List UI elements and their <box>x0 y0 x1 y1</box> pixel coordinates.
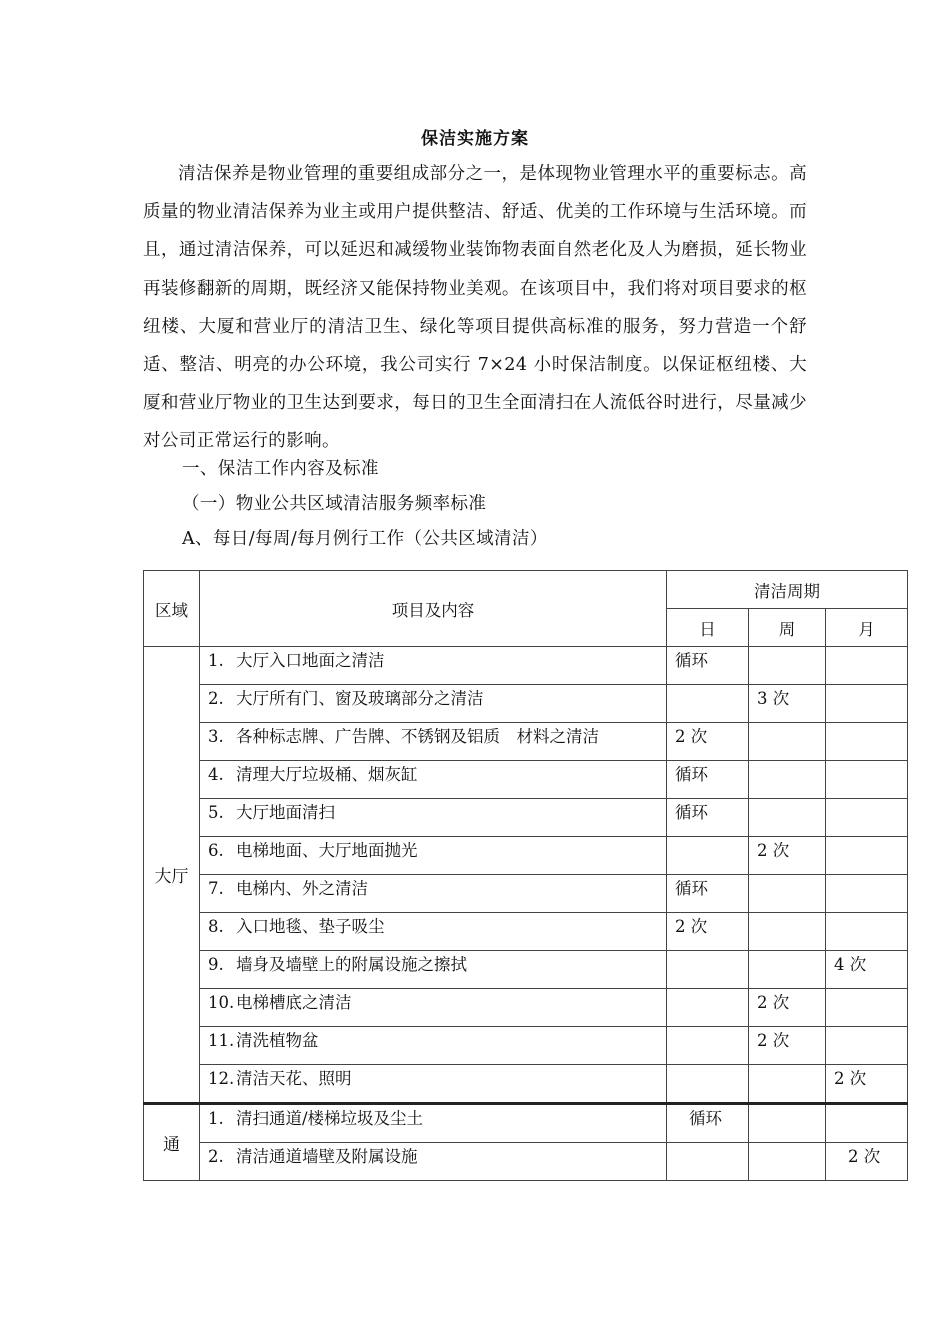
freq-month <box>826 685 908 723</box>
area-cell: 通 <box>144 1104 200 1181</box>
freq-day <box>667 989 749 1027</box>
freq-month: 4 次 <box>826 951 908 989</box>
item-text: 大厅地面清扫 <box>236 803 335 822</box>
freq-week <box>749 723 826 761</box>
freq-day <box>667 1143 749 1181</box>
item-cell <box>200 989 667 1027</box>
freq-day <box>667 685 749 723</box>
item-cell <box>200 875 667 913</box>
freq-day: 循环 <box>667 1104 749 1143</box>
table-row <box>144 1065 908 1104</box>
item-text: 电梯内、外之清洁 <box>236 879 368 898</box>
item-cell <box>200 1104 667 1143</box>
item-number: 11. <box>208 1031 235 1050</box>
freq-month <box>826 989 908 1027</box>
header-item: 项目及内容 <box>200 571 667 647</box>
intro-paragraph: 清洁保养是物业管理的重要组成部分之一，是体现物业管理水平的重要标志。高质量的物业清洁保养为业主或用户提供整洁、舒适、优美的工作环境与生活环境。而且，通过清洁保养，可以延迟和减缓物业装饰物表面自然老化及人为磨损，延长物业再装修翻新的周期，既经济又能保持物业美观。在该项目中，我们将对项目要求的枢纽楼、大厦和营业厅的清洁卫生、绿化等项目提供高标准的服务，努力营造一个舒适、整洁、明亮的办公环境，我公司实行 7×24 小时保洁制度。以保证枢纽楼、大厦和营业厅物业的卫生达到要求，每日的卫生全面清扫在人流低谷时进行，尽量减少对公司正常运行的影响。 <box>143 164 807 452</box>
section-heading: 一、保洁工作内容及标准 <box>182 459 379 479</box>
freq-week: 2 次 <box>749 1027 826 1065</box>
table-row <box>144 951 908 989</box>
page-title: 保洁实施方案 <box>421 129 529 149</box>
header-area: 区域 <box>144 571 200 647</box>
subsection-heading: （一）物业公共区域清洁服务频率标准 <box>182 494 487 514</box>
table-row <box>144 685 908 723</box>
freq-week <box>749 875 826 913</box>
freq-week <box>749 761 826 799</box>
freq-day <box>667 837 749 875</box>
item-number: 8. <box>208 917 224 936</box>
item-number: 9. <box>208 955 224 974</box>
area-cell: 大厅 <box>144 647 200 1104</box>
freq-week <box>749 1065 826 1104</box>
freq-week: 2 次 <box>749 837 826 875</box>
item-number: 6. <box>208 841 224 860</box>
table-row <box>144 1104 908 1143</box>
freq-day <box>667 1027 749 1065</box>
freq-day: 2 次 <box>667 723 749 761</box>
item-text: 清扫通道/楼梯垃圾及尘土 <box>236 1109 424 1128</box>
item-cell <box>200 799 667 837</box>
freq-week <box>749 1104 826 1143</box>
item-cell <box>200 951 667 989</box>
header-week: 周 <box>749 609 826 647</box>
table-row <box>144 837 908 875</box>
freq-day: 循环 <box>667 647 749 685</box>
freq-month <box>826 799 908 837</box>
header-month: 月 <box>826 609 908 647</box>
table-row <box>144 723 908 761</box>
cleaning-schedule-table <box>143 570 908 1181</box>
freq-week <box>749 913 826 951</box>
table-row <box>144 913 908 951</box>
item-number: 5. <box>208 803 224 822</box>
item-cell <box>200 647 667 685</box>
item-text: 入口地毯、垫子吸尘 <box>236 917 385 936</box>
item-cell <box>200 837 667 875</box>
table-header-row <box>144 571 908 609</box>
freq-week <box>749 799 826 837</box>
freq-day: 循环 <box>667 799 749 837</box>
item-number: 2. <box>208 689 224 708</box>
item-number: 7. <box>208 879 224 898</box>
item-text: 各种标志牌、广告牌、不锈钢及铝质 材料之清洁 <box>236 727 599 746</box>
table-row <box>144 761 908 799</box>
freq-week: 2 次 <box>749 989 826 1027</box>
table-row <box>144 875 908 913</box>
freq-week <box>749 1143 826 1181</box>
item-text: 清洗植物盆 <box>236 1031 319 1050</box>
freq-month <box>826 1027 908 1065</box>
table-caption: A、每日/每周/每月例行工作（公共区域清洁） <box>182 529 548 549</box>
freq-month <box>826 761 908 799</box>
header-day: 日 <box>667 609 749 647</box>
table-row <box>144 989 908 1027</box>
item-cell <box>200 1143 667 1181</box>
freq-week <box>749 951 826 989</box>
item-cell <box>200 761 667 799</box>
item-number: 12. <box>208 1069 235 1088</box>
freq-month <box>826 875 908 913</box>
freq-month <box>826 837 908 875</box>
item-text: 墙身及墙壁上的附属设施之擦拭 <box>236 955 467 974</box>
item-number: 3. <box>208 727 224 746</box>
table-row <box>144 1143 908 1181</box>
item-number: 1. <box>208 1109 224 1128</box>
item-cell <box>200 723 667 761</box>
freq-day <box>667 1065 749 1104</box>
freq-day: 2 次 <box>667 913 749 951</box>
item-text: 电梯槽底之清洁 <box>236 993 352 1012</box>
item-cell <box>200 1065 667 1104</box>
table-row <box>144 799 908 837</box>
item-number: 4. <box>208 765 224 784</box>
item-text: 清理大厅垃圾桶、烟灰缸 <box>236 765 418 784</box>
freq-month <box>826 647 908 685</box>
freq-month: 2 次 <box>826 1143 908 1181</box>
table-row <box>144 1027 908 1065</box>
item-text: 清洁通道墙壁及附属设施 <box>236 1147 418 1166</box>
item-text: 大厅所有门、窗及玻璃部分之清洁 <box>236 689 484 708</box>
item-cell <box>200 685 667 723</box>
header-cycle: 清洁周期 <box>667 571 908 609</box>
item-number: 10. <box>208 993 235 1012</box>
freq-month <box>826 723 908 761</box>
item-text: 大厅入口地面之清洁 <box>236 651 385 670</box>
item-number: 1. <box>208 651 224 670</box>
freq-day <box>667 951 749 989</box>
item-text: 电梯地面、大厅地面抛光 <box>236 841 418 860</box>
item-number: 2. <box>208 1147 224 1166</box>
freq-month <box>826 1104 908 1143</box>
table-row <box>144 647 908 685</box>
item-text: 清洁天花、照明 <box>236 1069 352 1088</box>
freq-month <box>826 913 908 951</box>
freq-day: 循环 <box>667 875 749 913</box>
item-cell <box>200 1027 667 1065</box>
item-cell <box>200 913 667 951</box>
freq-day: 循环 <box>667 761 749 799</box>
freq-week <box>749 647 826 685</box>
freq-month: 2 次 <box>826 1065 908 1104</box>
freq-week: 3 次 <box>749 685 826 723</box>
